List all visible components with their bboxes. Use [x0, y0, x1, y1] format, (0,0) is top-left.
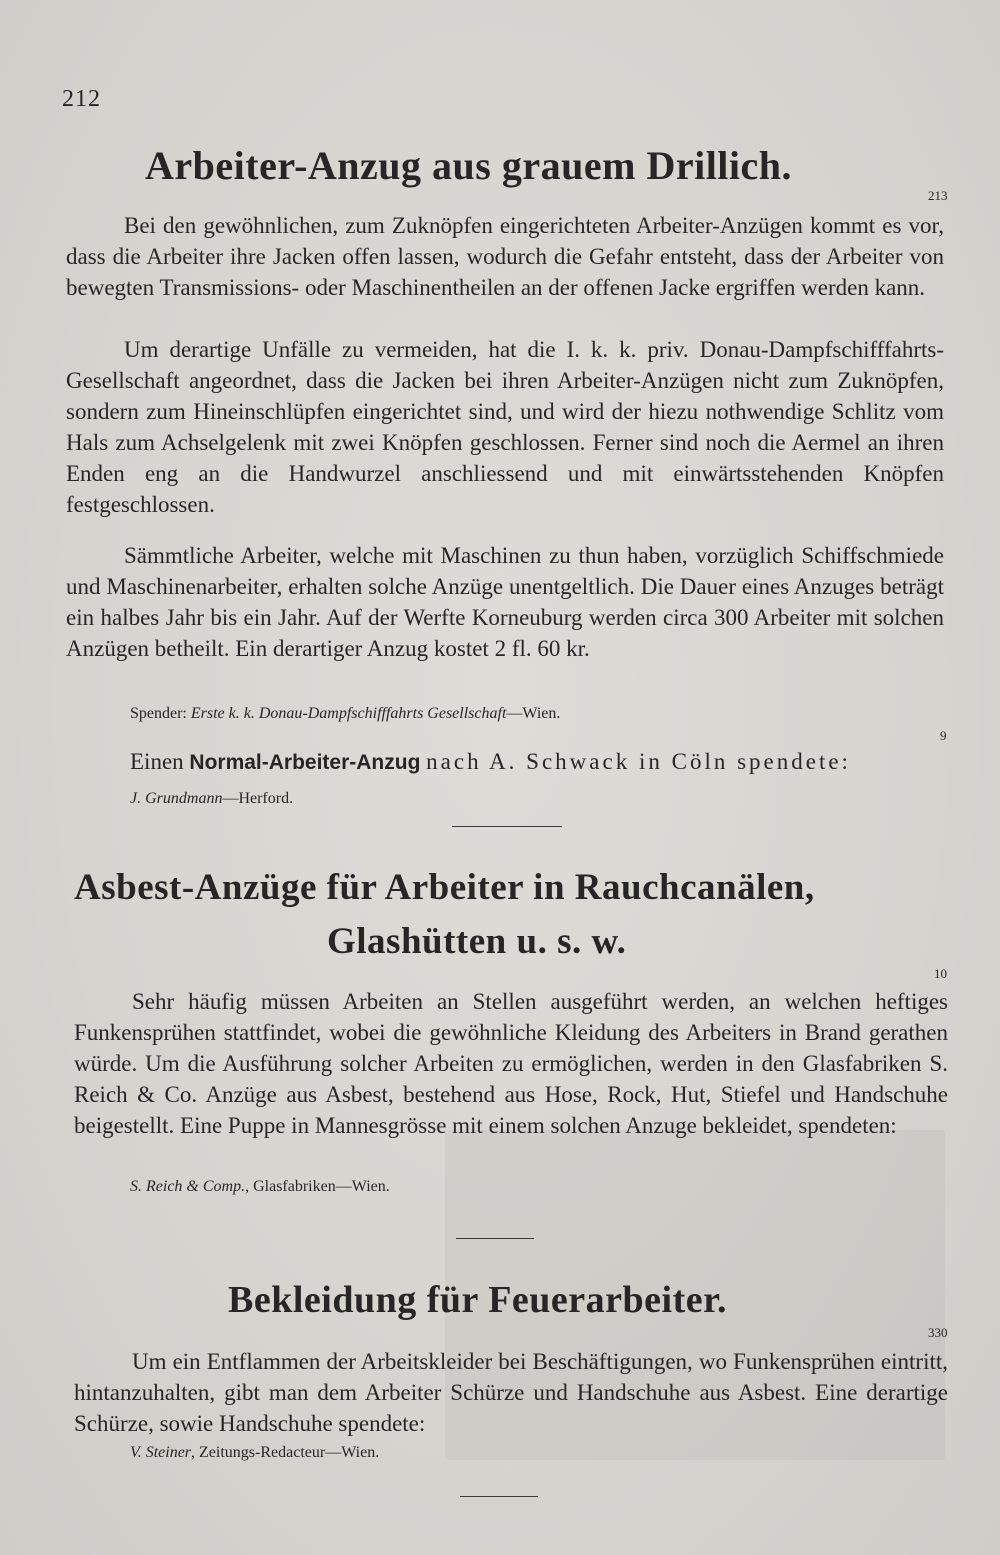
paragraph: [130, 746, 950, 778]
section-divider: [452, 826, 562, 827]
donor-credit: [130, 1444, 379, 1462]
paragraph-text: Sämmtliche Arbeiter, welche mit Maschinen zu thun haben, vorzüglich Schiffschmiede und Maschinenarbeiter, erhalten solche Anzüge unentgeltlich. Die Dauer eines Anzuges beträgt ein halbes Jahr bis ein Jahr. Auf der Werfte Korneuburg werden circa 300 Arbeiter mit solchen Anzügen betheilt. Ein derartiger Anzug kostet 2 fl. 60 kr.: [66, 543, 944, 661]
paragraph-text: Einen: [130, 749, 184, 774]
credit-place: , Zeitungs-Redacteur—Wien.: [191, 1444, 380, 1461]
credit-label: Spender:: [130, 705, 187, 722]
paragraph-text: Um derartige Unfälle zu vermeiden, hat die I. k. k. priv. Donau-Dampfschifffahrts-Gesellschaft angeordnet, dass die Jacken bei ihren Arbeiter-Anzügen nicht zum Zuknöpfen, sondern zum Hineinschlüpfen eingerichtet sind, und wird der hiezu nothwendige Schlitz vom Hals zum Achselgelenk mit zwei Knöpfen geschlossen. Ferner sind noch die Aermel an ihren Enden eng an die Handwurzel anschliessend und mit einwärtsstehenden Knöpfen festgeschlossen.: [66, 337, 944, 517]
section-heading-arbeiter-anzug: Arbeiter-Anzug aus grauem Drillich.: [145, 143, 793, 188]
section-divider: [460, 1496, 538, 1497]
section-divider: [456, 1238, 534, 1239]
donor-credit: [130, 1178, 390, 1196]
section-heading-asbest-anzuege: Asbest-Anzüge für Arbeiter in Rauchcanälen,: [74, 867, 815, 908]
paragraph-text: Bei den gewöhnlichen, zum Zuknöpfen eingerichteten Arbeiter-Anzügen kommt es vor, dass die Arbeiter ihre Jacken offen lassen, wodurch die Gefahr entsteht, dass der Arbeiter von bewegten Transmissions- oder Maschinentheilen an der offenen Jacke ergriffen werden kann.: [66, 213, 944, 300]
paragraph-text: nach A. Schwack in Cöln spendete:: [426, 749, 851, 774]
credit-name: Erste k. k. Donau-Dampfschifffahrts Gesellschaft: [190, 705, 507, 722]
credit-place: —Herford.: [222, 790, 294, 807]
paragraph-text: Um ein Entflammen der Arbeitskleider bei Beschäftigungen, wo Funkensprühen eintritt, hintanzuhalten, gibt man dem Arbeiter Schürze und Handschuhe aus Asbest. Eine derartige Schürze, sowie Handschuhe spendete:: [74, 1349, 948, 1436]
paragraph: [74, 1346, 948, 1439]
catalog-number: 10: [934, 966, 947, 981]
credit-place: , Glasfabriken—Wien.: [245, 1178, 390, 1195]
paragraph: [74, 986, 948, 1141]
catalog-number: 330: [928, 1325, 948, 1340]
paragraph: [66, 210, 944, 303]
catalog-number: 213: [928, 188, 948, 203]
paragraph: [66, 334, 944, 520]
item-name: Normal-Arbeiter-Anzug: [189, 751, 421, 774]
donor-credit: [130, 705, 560, 723]
credit-name: J. Grundmann: [130, 790, 223, 807]
paragraph-text: Sehr häufig müssen Arbeiten an Stellen ausgeführt werden, an welchen heftiges Funkensprühen stattfindet, wobei die gewöhnliche Kleidung des Arbeiters in Brand gerathen würde. Um die Ausführung solcher Arbeiten zu ermöglichen, werden in den Glasfabriken S. Reich & Co. Anzüge aus Asbest, bestehend aus Hose, Rock, Hut, Stiefel und Handschuhe beigestellt. Eine Puppe in Mannesgrösse mit einem solchen Anzuge bekleidet, spendeten:: [74, 989, 948, 1138]
catalog-number: 9: [940, 728, 947, 743]
credit-name: V. Steiner: [130, 1444, 192, 1461]
section-heading-feuerarbeiter: Bekleidung für Feuerarbeiter.: [228, 1279, 727, 1321]
page-number: 212: [62, 86, 101, 112]
credit-place: —Wien.: [506, 705, 561, 722]
section-heading-asbest-anzuege-line2: Glashütten u. s. w.: [327, 921, 627, 962]
credit-name: S. Reich & Comp.: [130, 1178, 246, 1195]
donor-credit: [130, 790, 293, 808]
paragraph: [66, 540, 944, 664]
